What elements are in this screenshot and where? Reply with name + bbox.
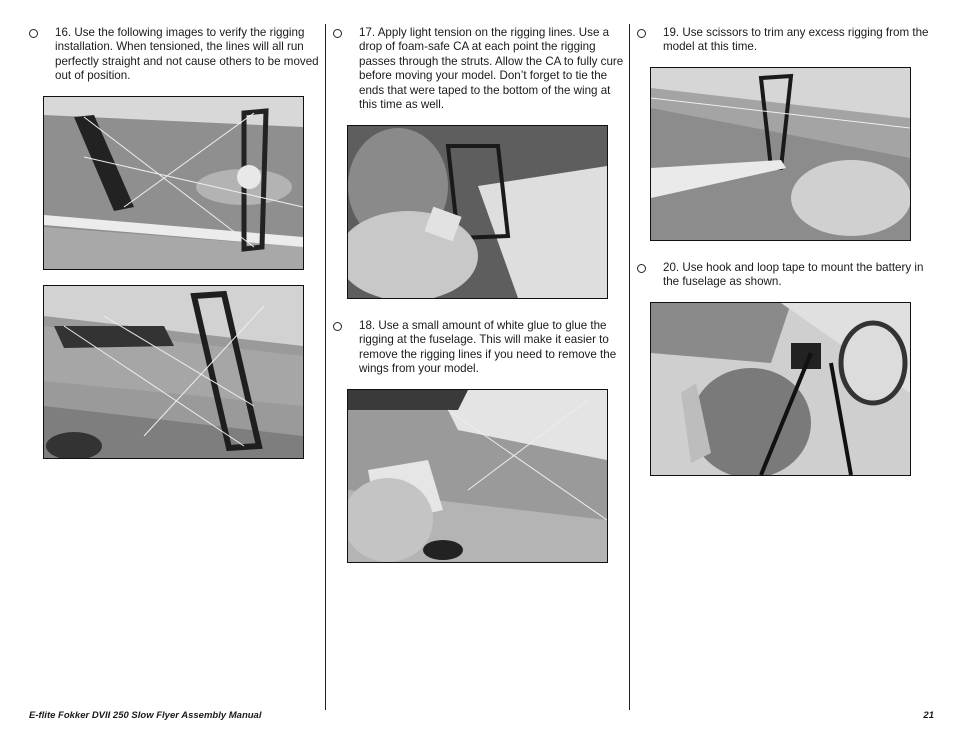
photo-rigging-closeup [43,285,304,459]
photo-white-glue [347,389,608,563]
step-19 [637,26,929,55]
checkbox-circle-icon[interactable] [637,264,646,273]
step-18 [333,319,625,377]
photo-apply-ca [347,125,608,299]
step-20 [637,261,929,290]
footer-manual-title: E-flite Fokker DVII 250 Slow Flyer Assembly Manual [29,710,262,721]
column-divider-1 [325,24,326,710]
checkbox-circle-icon[interactable] [637,29,646,38]
step-16 [29,26,321,84]
photo-rigging-side-view [43,96,304,270]
step-17-text: 17. Apply light tension on the rigging lines. Use a drop of foam-safe CA at each point the rigging passes through the struts. Allow the CA to fully cure before moving your model. Don’t forget to tie the ends that were taped to the bottom of the wing at this time as well. [359,26,624,112]
step-19-text: 19. Use scissors to trim any excess rigging from the model at this time. [663,26,929,54]
step-17 [333,26,625,112]
checkbox-circle-icon[interactable] [333,322,342,331]
checkbox-circle-icon[interactable] [333,29,342,38]
step-16-text: 16. Use the following images to verify the rigging installation. When tensioned, the lines will all run perfectly straight and not cause others to be moved out of position. [55,26,319,83]
checkbox-circle-icon[interactable] [29,29,38,38]
footer-page-number: 21 [923,710,934,721]
photo-battery-mount [650,302,911,476]
photo-trim-rigging [650,67,911,241]
step-20-text: 20. Use hook and loop tape to mount the battery in the fuselage as shown. [663,261,924,289]
column-divider-2 [629,24,630,710]
step-18-text: 18. Use a small amount of white glue to glue the rigging at the fuselage. This will make it easier to remove the rigging lines if you need to remove the wings from your model. [359,319,617,376]
